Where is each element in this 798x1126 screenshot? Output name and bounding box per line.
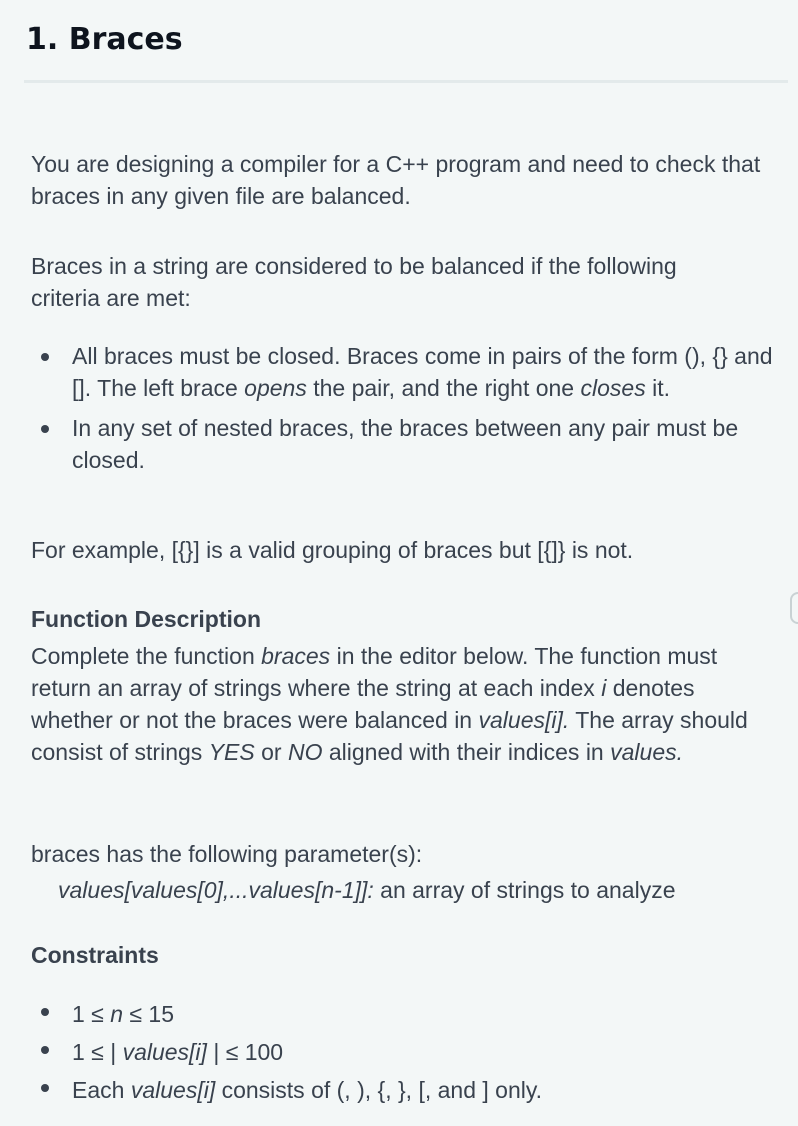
criteria-item: All braces must be closed. Braces come in pairs of the form (), {} and []. The left brace opens the pair, and the right one closes it. <box>31 340 791 404</box>
function-description-heading: Function Description <box>31 606 261 632</box>
function-description-text: Complete the function braces in the editor below. The function must return an array of strings where the string at each index i denotes whether or not the braces were balanced in values[i]. The array should consist of strings YES or NO aligned with their indices in values. <box>31 643 748 765</box>
parameters-intro: braces has the following parameter(s): <box>31 841 423 867</box>
title-divider <box>24 80 788 83</box>
criteria-intro: Braces in a string are considered to be balanced if the following criteria are met: <box>31 253 677 311</box>
constraint-item: 1 ≤ n ≤ 15 <box>31 995 771 1033</box>
constraint-item: Each values[i] consists of (, ), {, }, [, and ] only. <box>31 1071 771 1109</box>
constraint-item: 1 ≤ | values[i] | ≤ 100 <box>31 1033 771 1071</box>
constraints-list <box>31 995 771 1109</box>
parameter-values: values[values[0],...values[n-1]]: an array of strings to analyze <box>58 877 676 903</box>
constraints-heading: Constraints <box>31 942 159 968</box>
panel-resize-handle[interactable] <box>790 592 798 624</box>
problem-title: 1. Braces <box>26 22 183 57</box>
example-paragraph: For example, [{}] is a valid grouping of braces but [{]} is not. <box>31 537 634 563</box>
criteria-list <box>31 340 791 476</box>
intro-paragraph: You are designing a compiler for a C++ program and need to check that braces in any given file are balanced. <box>31 151 761 209</box>
criteria-item: In any set of nested braces, the braces between any pair must be closed. <box>31 412 772 476</box>
